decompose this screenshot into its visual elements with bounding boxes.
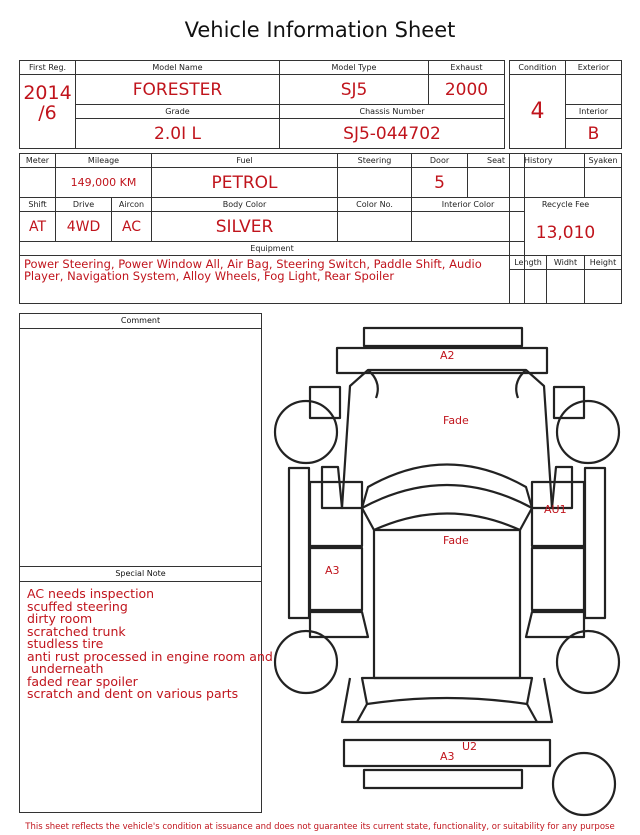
color-no-value (338, 212, 412, 242)
left-side-sill (289, 468, 309, 618)
first-reg-value: 2014 /6 (23, 82, 72, 124)
roof-panel (374, 530, 520, 678)
equipment-value: Power Steering, Power Window All, Air Bag, Steering Switch, Paddle Shift, Audio Player, Navigation System, Alloy Wheels, Fog Light, Rear Spoiler (20, 256, 525, 304)
height-label: Height (585, 256, 622, 270)
special-note-item: AC needs inspection (27, 586, 155, 601)
rear-right-wheel (557, 631, 619, 693)
rear-bottom-panel (364, 770, 522, 788)
syaken-value (585, 168, 622, 198)
mark-rear-a: A3 (440, 750, 455, 763)
special-note-list (20, 582, 273, 701)
exterior-label: Exterior (566, 61, 622, 75)
special-note-box (19, 566, 273, 813)
special-note-item: scuffed steering (27, 598, 128, 614)
fuel-value: PETROL (152, 168, 338, 198)
length-label: Length (510, 256, 547, 270)
model-name-value: FORESTER (76, 75, 280, 105)
aircon-value: AC (112, 212, 152, 242)
right-side-sill (585, 468, 605, 618)
color-no-label: Color No. (338, 198, 412, 212)
fuel-label: Fuel (152, 154, 338, 168)
interior-label: Interior (566, 105, 622, 119)
model-name-label: Model Name (76, 61, 280, 75)
condition-label: Condition (510, 61, 566, 75)
special-note-item: scratch and dent on various parts (27, 686, 239, 701)
hood-outline (342, 370, 552, 508)
meter-value (20, 168, 56, 198)
condition-table (509, 60, 622, 149)
mileage-label: Mileage (56, 154, 152, 168)
mileage-value: 149,000 KM (56, 168, 152, 198)
special-note-label: Special Note (20, 567, 261, 582)
mark-left-door: A3 (325, 564, 340, 577)
syaken-label: Syaken (585, 154, 622, 168)
body-color-value: SILVER (152, 212, 338, 242)
condition-value: 4 (510, 75, 566, 149)
first-reg-label: First Reg. (20, 61, 75, 75)
first-reg-cell (20, 61, 76, 149)
vehicle-info-table (19, 60, 505, 149)
exterior-value (566, 75, 622, 105)
model-type-label: Model Type (280, 61, 429, 75)
special-note-item: scratched trunk (27, 623, 126, 639)
front-left-wheel (275, 401, 337, 463)
special-note-item: anti rust processed in engine room and (27, 648, 273, 664)
interior-color-value (412, 212, 525, 242)
drive-label: Drive (56, 198, 112, 212)
mark-rear-u: U2 (462, 740, 478, 753)
special-note-item: dirty room (27, 611, 93, 626)
specs-table (19, 153, 525, 304)
exhaust-value: 2000 (429, 75, 505, 105)
length-value (510, 270, 547, 304)
door-value: 5 (412, 168, 468, 198)
front-top-panel (364, 328, 522, 346)
comment-box (19, 313, 262, 567)
width-value (547, 270, 585, 304)
interior-value: B (566, 119, 622, 149)
drive-value: 4WD (56, 212, 112, 242)
recycle-fee-value: 13,010 (510, 212, 622, 256)
width-label: Widht (547, 256, 585, 270)
height-value (585, 270, 622, 304)
aircon-label: Aircon (112, 198, 152, 212)
special-note-item: underneath (27, 661, 104, 676)
left-rear-door (310, 548, 362, 610)
shift-label: Shift (20, 198, 56, 212)
steering-label: Steering (338, 154, 412, 168)
page-title: Vehicle Information Sheet (184, 18, 456, 42)
interior-color-label: Interior Color (412, 198, 525, 212)
history-value (510, 168, 585, 198)
grade-label: Grade (76, 105, 280, 119)
special-note-item: faded rear spoiler (27, 673, 138, 689)
side-info-table (509, 153, 622, 304)
mark-right-door: AU1 (544, 503, 567, 516)
right-rear-door (532, 548, 584, 610)
mark-front-bumper: A2 (440, 349, 455, 362)
chassis-label: Chassis Number (280, 105, 505, 119)
chassis-value: SJ5-044702 (280, 119, 505, 149)
mark-roof: Fade (443, 534, 469, 547)
seat-label: Seat (468, 154, 525, 168)
windshield (362, 485, 532, 530)
spare-tire (553, 753, 615, 815)
comment-label: Comment (20, 314, 261, 329)
equipment-label: Equipment (20, 242, 525, 256)
recycle-fee-label: Recycle Fee (510, 198, 622, 212)
shift-value: AT (20, 212, 56, 242)
rear-left-wheel (275, 631, 337, 693)
disclaimer-footer: This sheet reflects the vehicle's condition at issuance and does not guarantee its current state, functionality, or suitability for any purpose (25, 822, 615, 832)
history-label: History (510, 154, 585, 168)
exhaust-label: Exhaust (429, 61, 505, 75)
rear-window (362, 678, 532, 704)
front-right-wheel (557, 401, 619, 463)
grade-value: 2.0I L (76, 119, 280, 149)
steering-value (338, 168, 412, 198)
mark-hood: Fade (443, 414, 469, 427)
left-front-door (310, 482, 362, 546)
body-color-label: Body Color (152, 198, 338, 212)
special-note-item: studless tire (27, 636, 104, 651)
model-type-value: SJ5 (280, 75, 429, 105)
meter-label: Meter (20, 154, 56, 168)
door-label: Door (412, 154, 468, 168)
